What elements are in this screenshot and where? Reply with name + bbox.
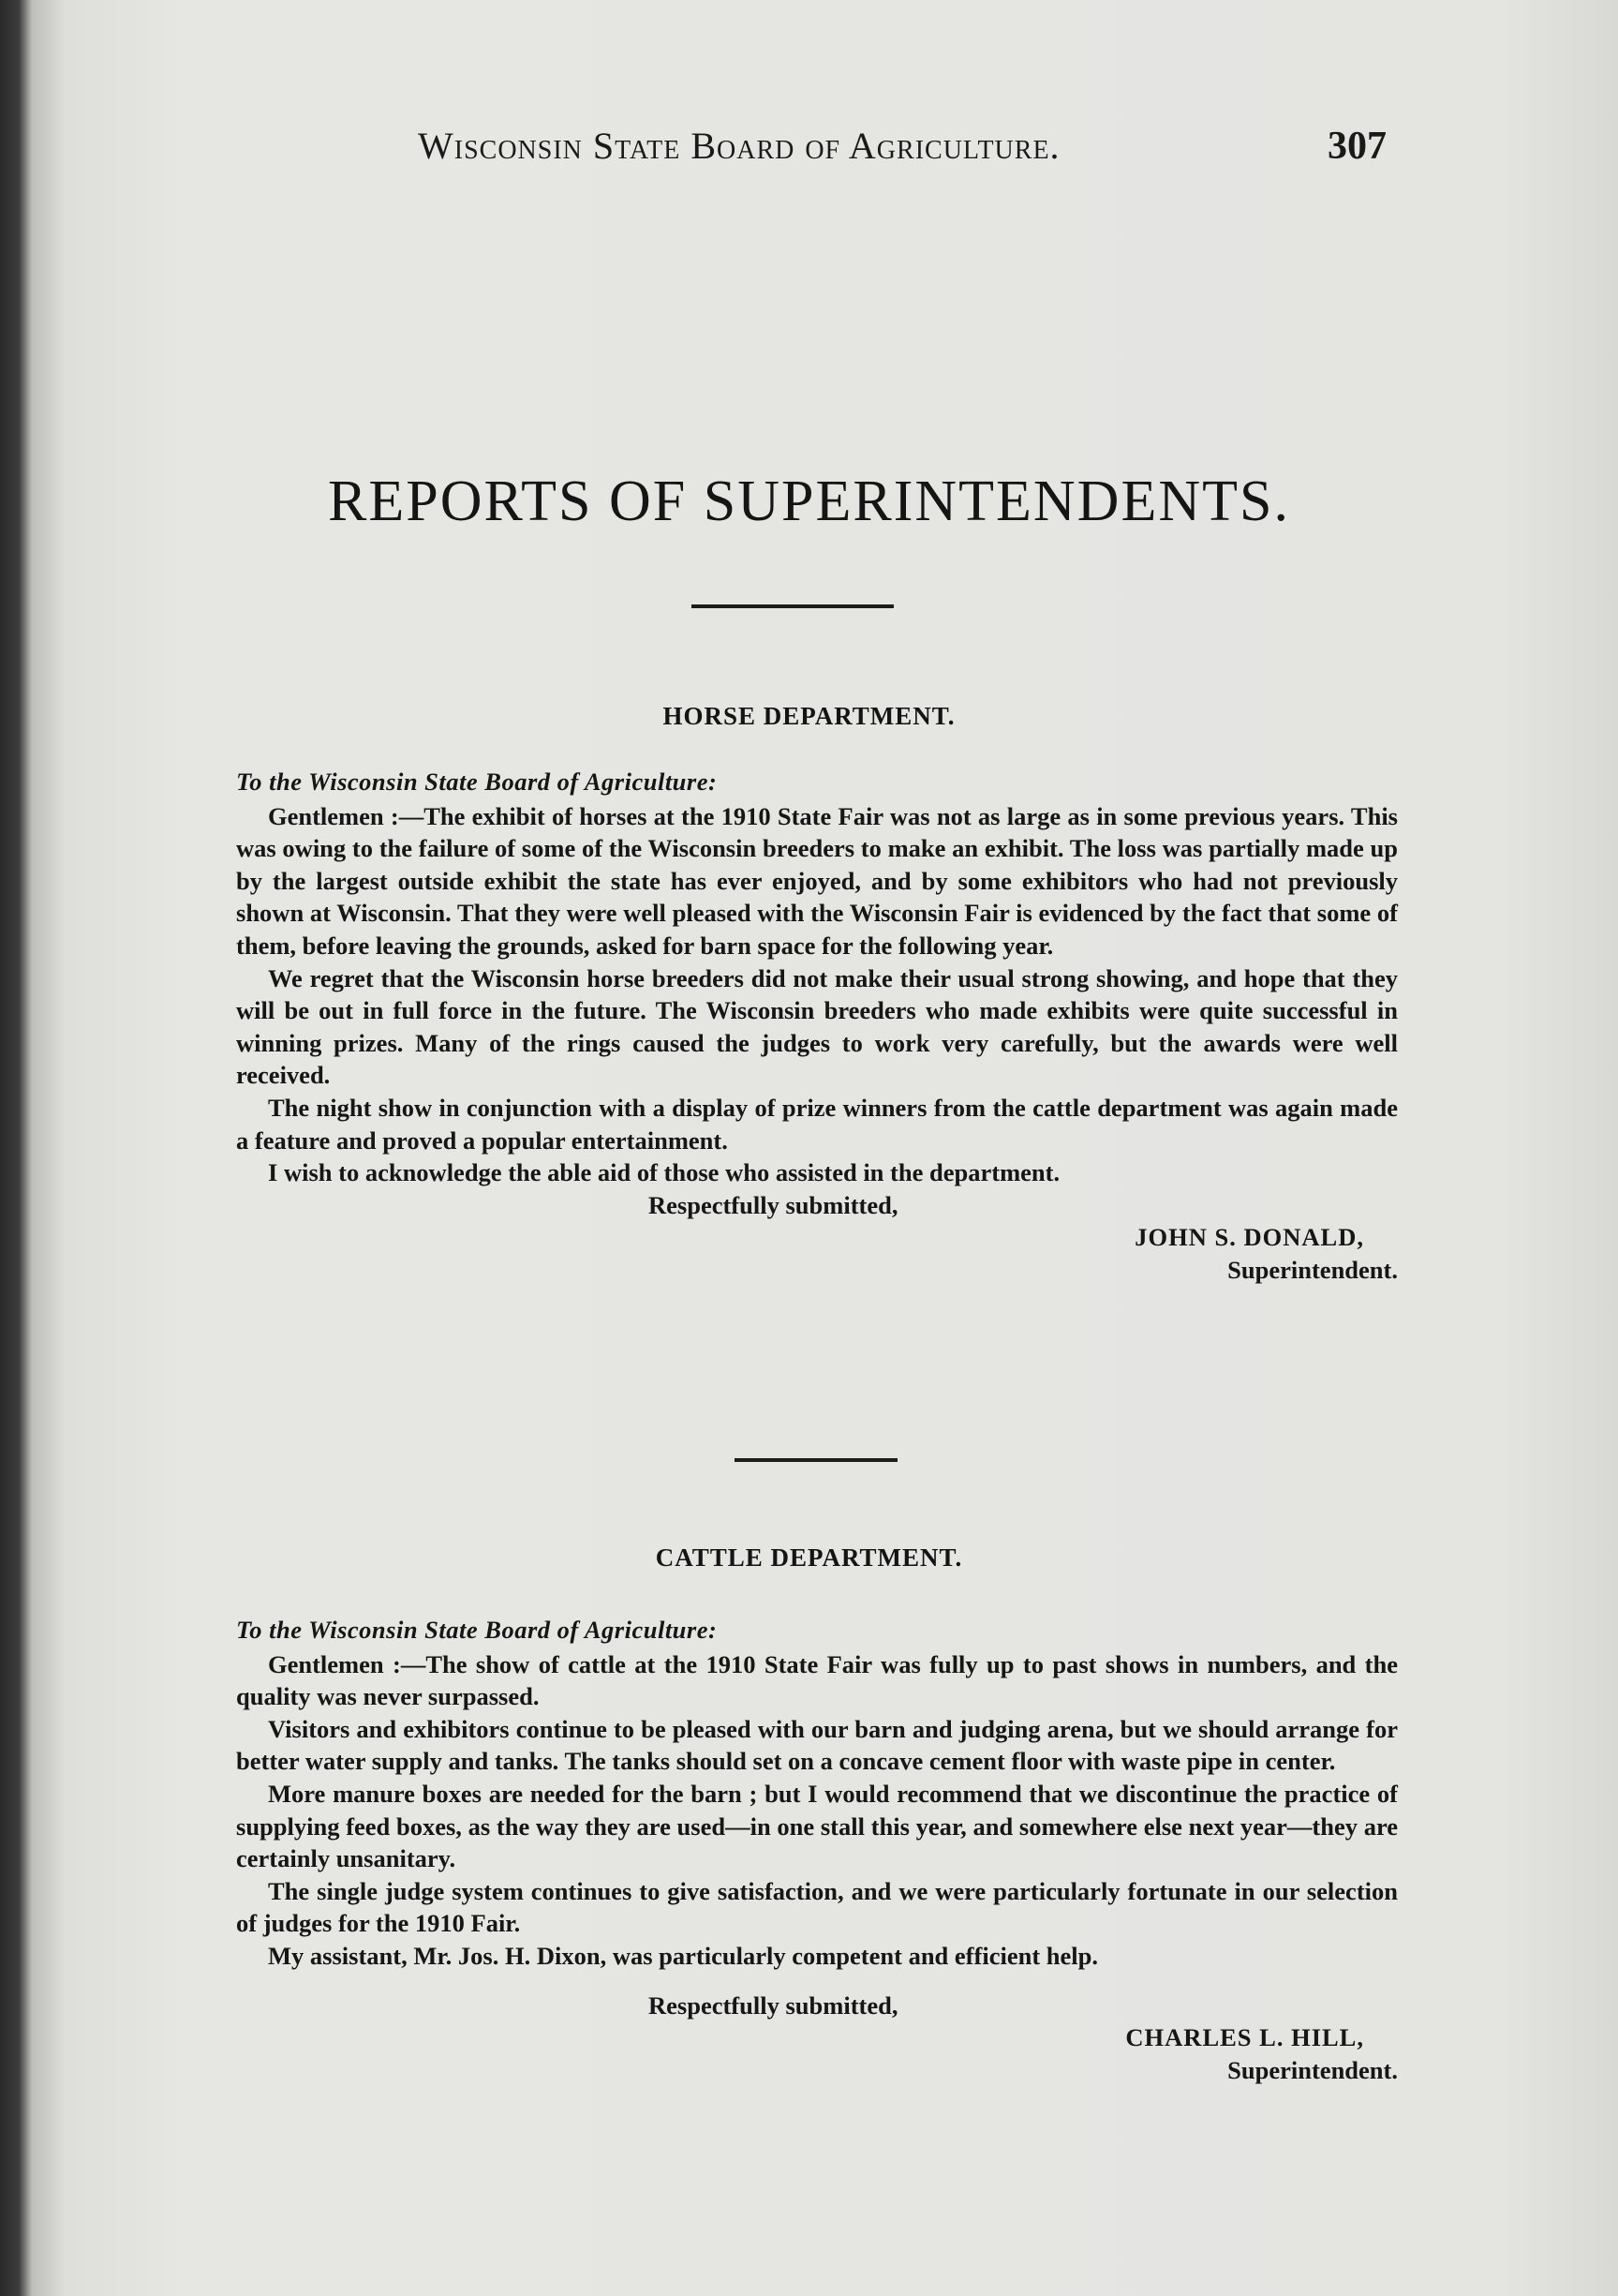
spacer [236,1973,1398,1990]
signer-name: CHARLES L. HILL, [1125,2023,1364,2052]
signer-name: JOHN S. DONALD, [1135,1223,1364,1252]
paragraph: The night show in conjunction with a display of prize winners from the cattle department was again made a feature and proved a popular entertainment. [236,1093,1398,1155]
section-divider [735,1458,898,1462]
section-heading-horse: HORSE DEPARTMENT. [662,702,956,730]
paragraph: Gentlemen :—The exhibit of horses at the 1910 State Fair was not as large as in some previous years. This was owing to the failure of some of the Wisconsin breeders to make an exhibit. The loss was partially made up by the largest outside exhibit the state has ever enjoyed, and by some exhibitors who had not previously shown at Wisconsin. That they were well pleased with the Wisconsin Fair is evidenced by the fact that some of them, before leaving the grounds, asked for barn space for the following year. [236,801,1398,960]
paragraph: Visitors and exhibitors continue to be pleased with our barn and judging arena, but we should arrange for better water supply and tanks. The tanks should set on a concave cement floor with waste pipe in center. [236,1714,1398,1776]
closing: Respectfully submitted, [648,1990,898,2020]
signer-title: Superintendent. [1227,1255,1398,1284]
paragraph: I wish to acknowledge the able aid of those who assisted in the department. [268,1158,1061,1187]
section-cattle-department [236,1614,1398,2086]
paragraph: More manure boxes are needed for the barn ; but I would recommend that we discontinue the practice of supplying feed boxes, as the way they are used—in one stall this year, and somewhere else next year—they are certainly unsanitary. [236,1779,1398,1873]
page-number: 307 [1328,125,1387,168]
section-heading-cattle: CATTLE DEPARTMENT. [655,1543,963,1572]
signer-title: Superintendent. [1227,2055,1398,2084]
section-horse-department [236,766,1398,1287]
paragraph: My assistant, Mr. Jos. H. Dixon, was particularly competent and efficient help. [268,1941,1098,1970]
closing: Respectfully submitted, [648,1190,898,1219]
paragraph: We regret that the Wisconsin horse breeders did not make their usual strong showing, and hope that they will be out in full force in the future. The Wisconsin breeders who made exhibits were quite successful in winning prizes. Many of the rings caused the judges to work very carefully, but the awards were well received. [236,963,1398,1090]
paragraph: The single judge system continues to give satisfaction, and we were particularly fortunate in our selection of judges for the 1910 Fair. [236,1876,1398,1938]
paragraph: Gentlemen :—The show of cattle at the 1910 State Fair was fully up to past shows in numbers, and the quality was never surpassed. [236,1649,1398,1711]
running-title: Wisconsin State Board of Agriculture. [418,125,1061,167]
title-divider [691,604,894,608]
salutation: To the Wisconsin State Board of Agriculture: [236,1616,718,1644]
main-title: REPORTS OF SUPERINTENDENTS. [328,470,1290,533]
salutation: To the Wisconsin State Board of Agriculture: [236,768,718,796]
page-header [418,124,1387,180]
